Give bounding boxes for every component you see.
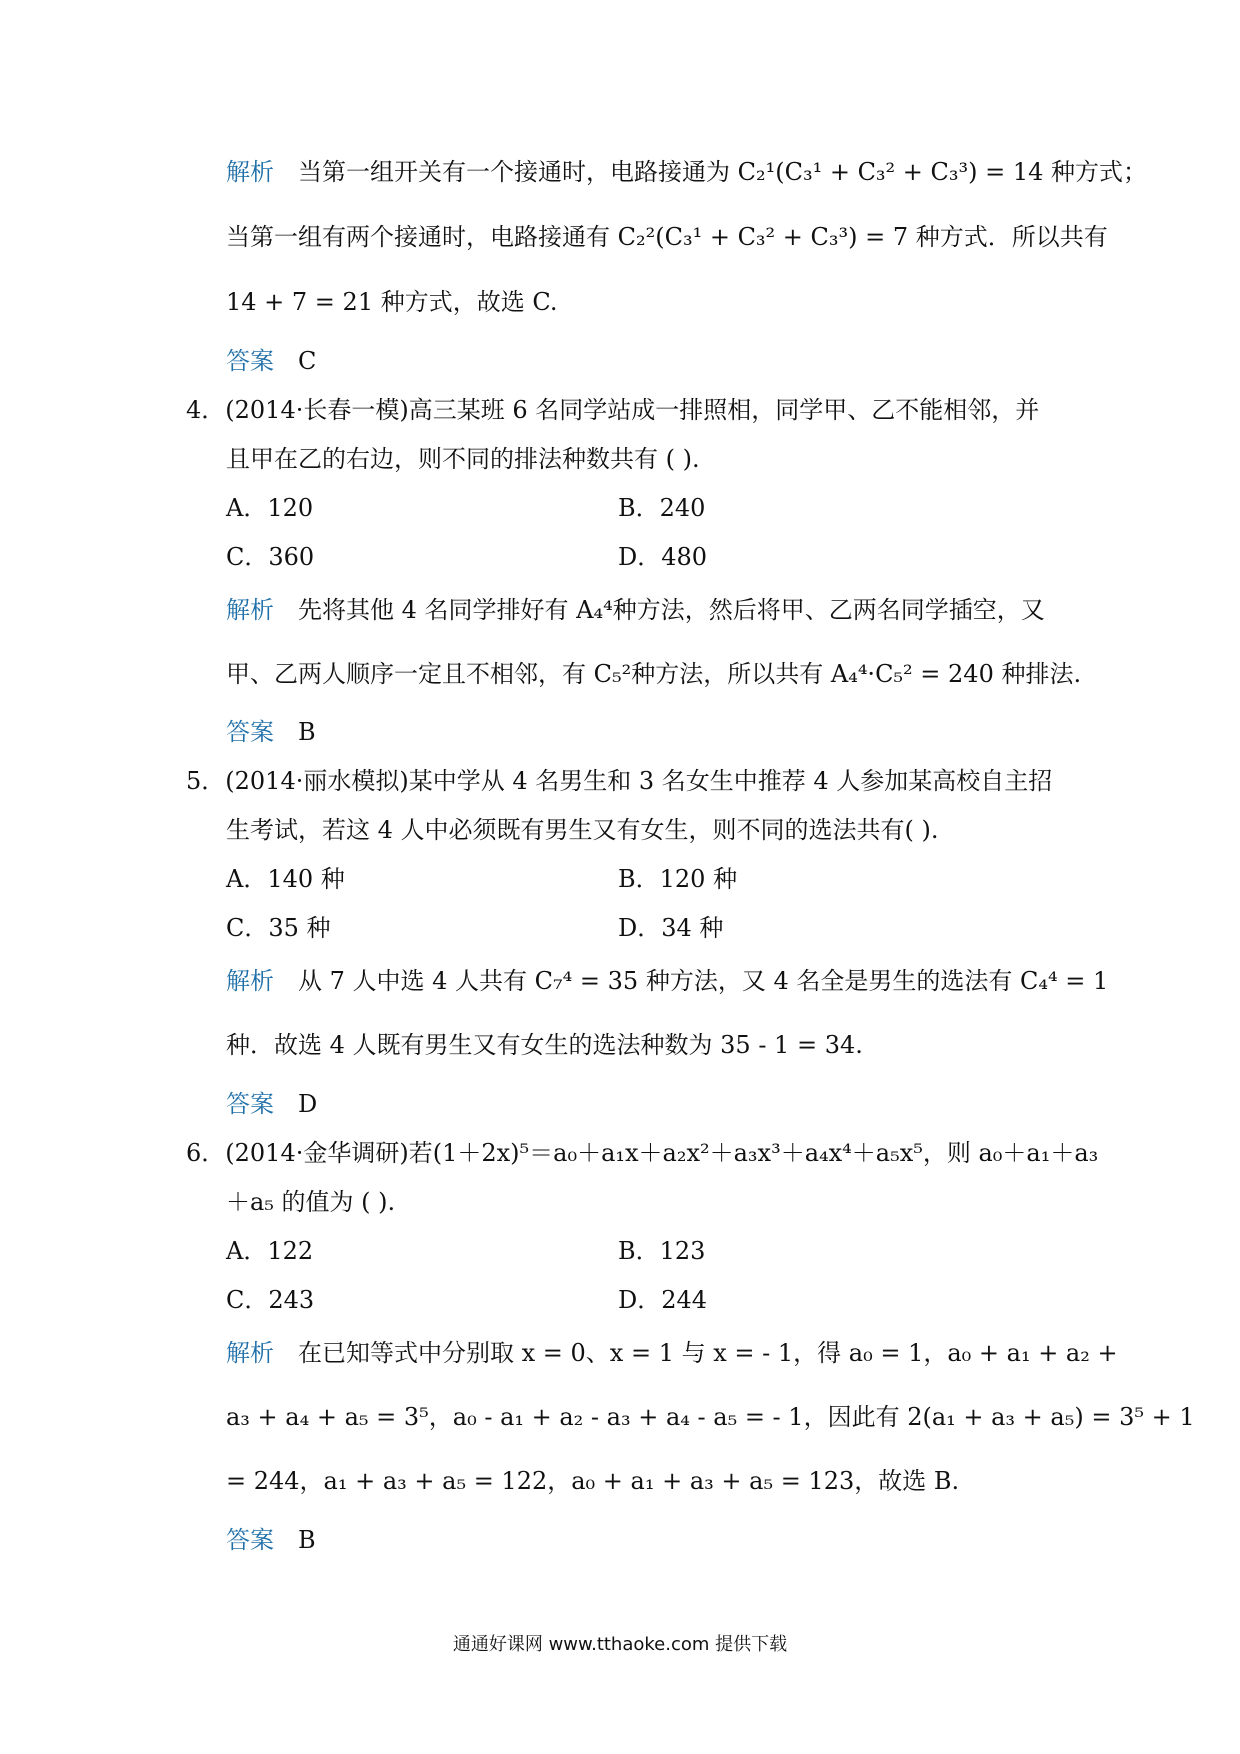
- answer-label: 答案: [226, 347, 274, 375]
- q3-answer: [226, 345, 316, 377]
- q6-option-d: D．244: [618, 1286, 708, 1314]
- q4-option-c: C．360: [226, 543, 315, 571]
- q4-answer: [226, 716, 316, 748]
- q4-option-b: B．240: [618, 494, 706, 522]
- q3-analysis-text-1: 当第一组开关有一个接通时，电路接通为 C₂¹(C₃¹ + C₃² + C₃³) = 14 种方式；: [298, 158, 1148, 186]
- q6-stem-text-1: (2014·金华调研)若(1＋2x)⁵＝a₀＋a₁x＋a₂x²＋a₃x³＋a₄x⁴＋a₅x⁵，则 a₀＋a₁＋a₃: [225, 1139, 1099, 1167]
- q6-stem-line-1: [186, 1137, 1098, 1169]
- q6-analysis-line-3: = 244，a₁ + a₃ + a₅ = 122，a₀ + a₁ + a₃ + a₅ = 123，故选 B.: [226, 1467, 960, 1495]
- q4-stem-text-1: (2014·长春一模)高三某班 6 名同学站成一排照相，同学甲、乙不能相邻，并: [225, 396, 1040, 424]
- q4-answer-value: B: [298, 718, 316, 746]
- q6-analysis-text-1: 在已知等式中分别取 x = 0、x = 1 与 x = - 1，得 a₀ = 1，a₀ + a₁ + a₂ +: [298, 1339, 1118, 1367]
- q6-analysis-line-1: [226, 1337, 1118, 1369]
- q3-analysis-line-3: 14 + 7 = 21 种方式，故选 C.: [226, 288, 558, 316]
- q6-answer-value: B: [298, 1526, 316, 1554]
- q4-stem-line-1: [186, 394, 1039, 426]
- q6-option-b: B．123: [618, 1237, 706, 1265]
- q5-option-b: B．120 种: [618, 865, 738, 893]
- q6-option-c: C．243: [226, 1286, 315, 1314]
- q3-analysis-line-1: [226, 156, 1147, 188]
- analysis-label: 解析: [226, 967, 274, 995]
- q6-answer: [226, 1524, 316, 1556]
- q5-stem-line-2: 生考试，若这 4 人中必须既有男生又有女生，则不同的选法共有( ).: [226, 816, 939, 844]
- q5-answer: [226, 1088, 317, 1120]
- q5-number: 5．: [186, 767, 226, 795]
- q3-answer-value: C: [298, 347, 317, 375]
- page-footer: 通通好课网 www.tthaoke.com 提供下载: [452, 1634, 788, 1655]
- q4-analysis-line-2: 甲、乙两人顺序一定且不相邻，有 C₅²种方法，所以共有 A₄⁴·C₅² = 240 种排法.: [226, 660, 1082, 688]
- q6-analysis-line-2: a₃ + a₄ + a₅ = 3⁵，a₀ - a₁ + a₂ - a₃ + a₄ - a₅ = - 1，因此有 2(a₁ + a₃ + a₅) = 3⁵ + 1: [226, 1403, 1195, 1431]
- answer-label: 答案: [226, 1526, 274, 1554]
- q5-answer-value: D: [298, 1090, 318, 1118]
- q4-option-a: A．120: [226, 494, 314, 522]
- q6-option-a: A．122: [226, 1237, 314, 1265]
- q6-stem-line-2: ＋a₅ 的值为 ( ).: [226, 1188, 396, 1216]
- q4-number: 4．: [186, 396, 226, 424]
- q3-analysis-line-2: 当第一组有两个接通时，电路接通有 C₂²(C₃¹ + C₃² + C₃³) = 7 种方式．所以共有: [226, 223, 1108, 251]
- q5-option-c: C．35 种: [226, 914, 331, 942]
- q5-option-a: A．140 种: [226, 865, 345, 893]
- q4-analysis-line-1: [226, 594, 1045, 626]
- q5-analysis-line-1: [226, 965, 1108, 997]
- q4-stem-line-2: 且甲在乙的右边，则不同的排法种数共有 ( ).: [226, 445, 700, 473]
- analysis-label: 解析: [226, 596, 274, 624]
- q5-stem-line-1: [186, 765, 1052, 797]
- q5-option-d: D．34 种: [618, 914, 724, 942]
- analysis-label: 解析: [226, 158, 274, 186]
- q4-analysis-text-1: 先将其他 4 名同学排好有 A₄⁴种方法，然后将甲、乙两名同学插空，又: [298, 596, 1045, 624]
- q5-analysis-line-2: 种．故选 4 人既有男生又有女生的选法种数为 35 - 1 = 34.: [226, 1031, 863, 1059]
- q5-stem-text-1: (2014·丽水模拟)某中学从 4 名男生和 3 名女生中推荐 4 人参加某高校自主招: [225, 767, 1053, 795]
- q6-number: 6．: [186, 1139, 226, 1167]
- q4-option-d: D．480: [618, 543, 708, 571]
- q5-analysis-text-1: 从 7 人中选 4 人共有 C₇⁴ = 35 种方法，又 4 名全是男生的选法有 C₄⁴ = 1: [298, 967, 1109, 995]
- answer-label: 答案: [226, 1090, 274, 1118]
- analysis-label: 解析: [226, 1339, 274, 1367]
- answer-label: 答案: [226, 718, 274, 746]
